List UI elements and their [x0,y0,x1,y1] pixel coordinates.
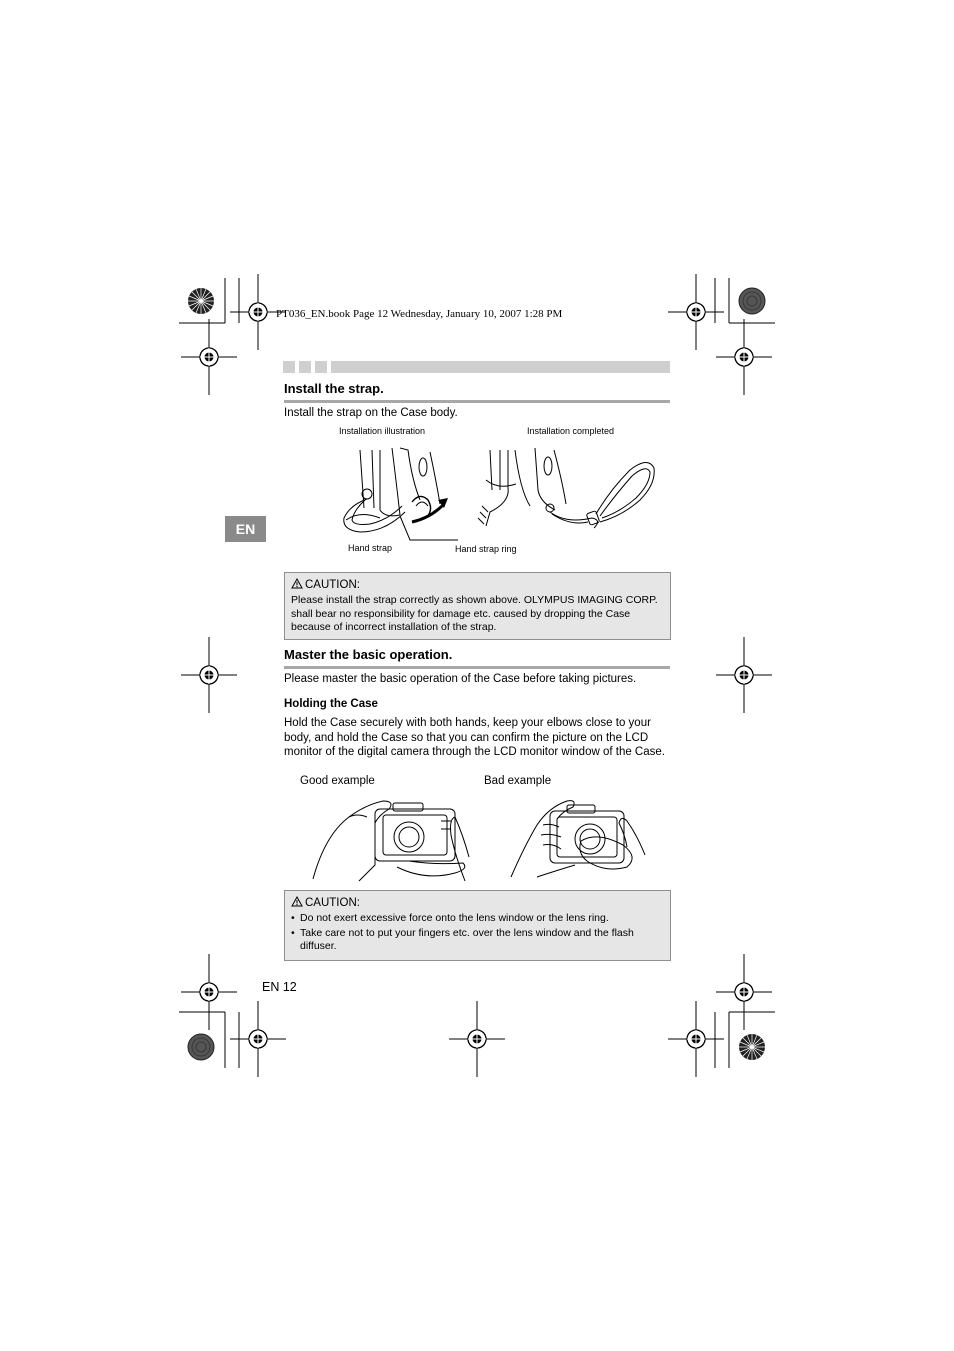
section-tab-bar [283,361,670,373]
label-installation-illustration: Installation illustration [339,426,426,436]
section-rule [284,666,670,669]
callout-hand-strap: Hand strap [348,543,393,553]
label-installation-completed: Installation completed [527,426,615,436]
strap-intro: Install the strap on the Case body. [284,407,458,419]
caution-box-holding [284,890,671,961]
caution-item: • Take care not to put your fingers etc. over the lens window and the flash diffuser. [291,927,664,954]
caution-heading: CAUTION: [305,579,360,591]
holding-illustration [305,795,650,885]
callout-hand-strap-ring: Hand strap ring [455,544,517,554]
strap-section-title: Install the strap. [284,381,384,396]
caution-text: Please install the strap correctly as shown above. OLYMPUS IMAGING CORP. shall bear no responsibility for damage etc. caused by dropping the Case because of incorrect installation of the strap. [291,594,658,634]
caution-item: • Do not exert excessive force onto the lens window or the lens ring. [291,912,664,926]
section-rule [284,400,670,403]
page-number: EN 12 [262,980,297,994]
operation-intro: Please master the basic operation of the Case before taking pictures. [284,673,637,685]
caution-heading: CAUTION: [305,897,360,909]
good-example-label: Good example [300,775,375,787]
warning-triangle-icon [291,578,303,592]
warning-triangle-icon [291,896,303,910]
print-header: PT036_EN.book Page 12 Wednesday, January 10, 2007 1:28 PM [276,308,563,320]
holding-paragraph: Hold the Case securely with both hands, keep your elbows close to your body, and hold the Case so that you can confirm the picture on the LCD monitor of the digital camera through the LCD monitor window of the Case. [284,717,665,759]
bad-example-label: Bad example [484,775,552,787]
language-tab: EN [225,516,266,542]
caution-box-strap [284,572,671,640]
operation-section-title: Master the basic operation. [284,647,453,662]
caution-list [291,912,664,954]
holding-subheading: Holding the Case [284,698,378,710]
strap-illustration [330,440,670,550]
